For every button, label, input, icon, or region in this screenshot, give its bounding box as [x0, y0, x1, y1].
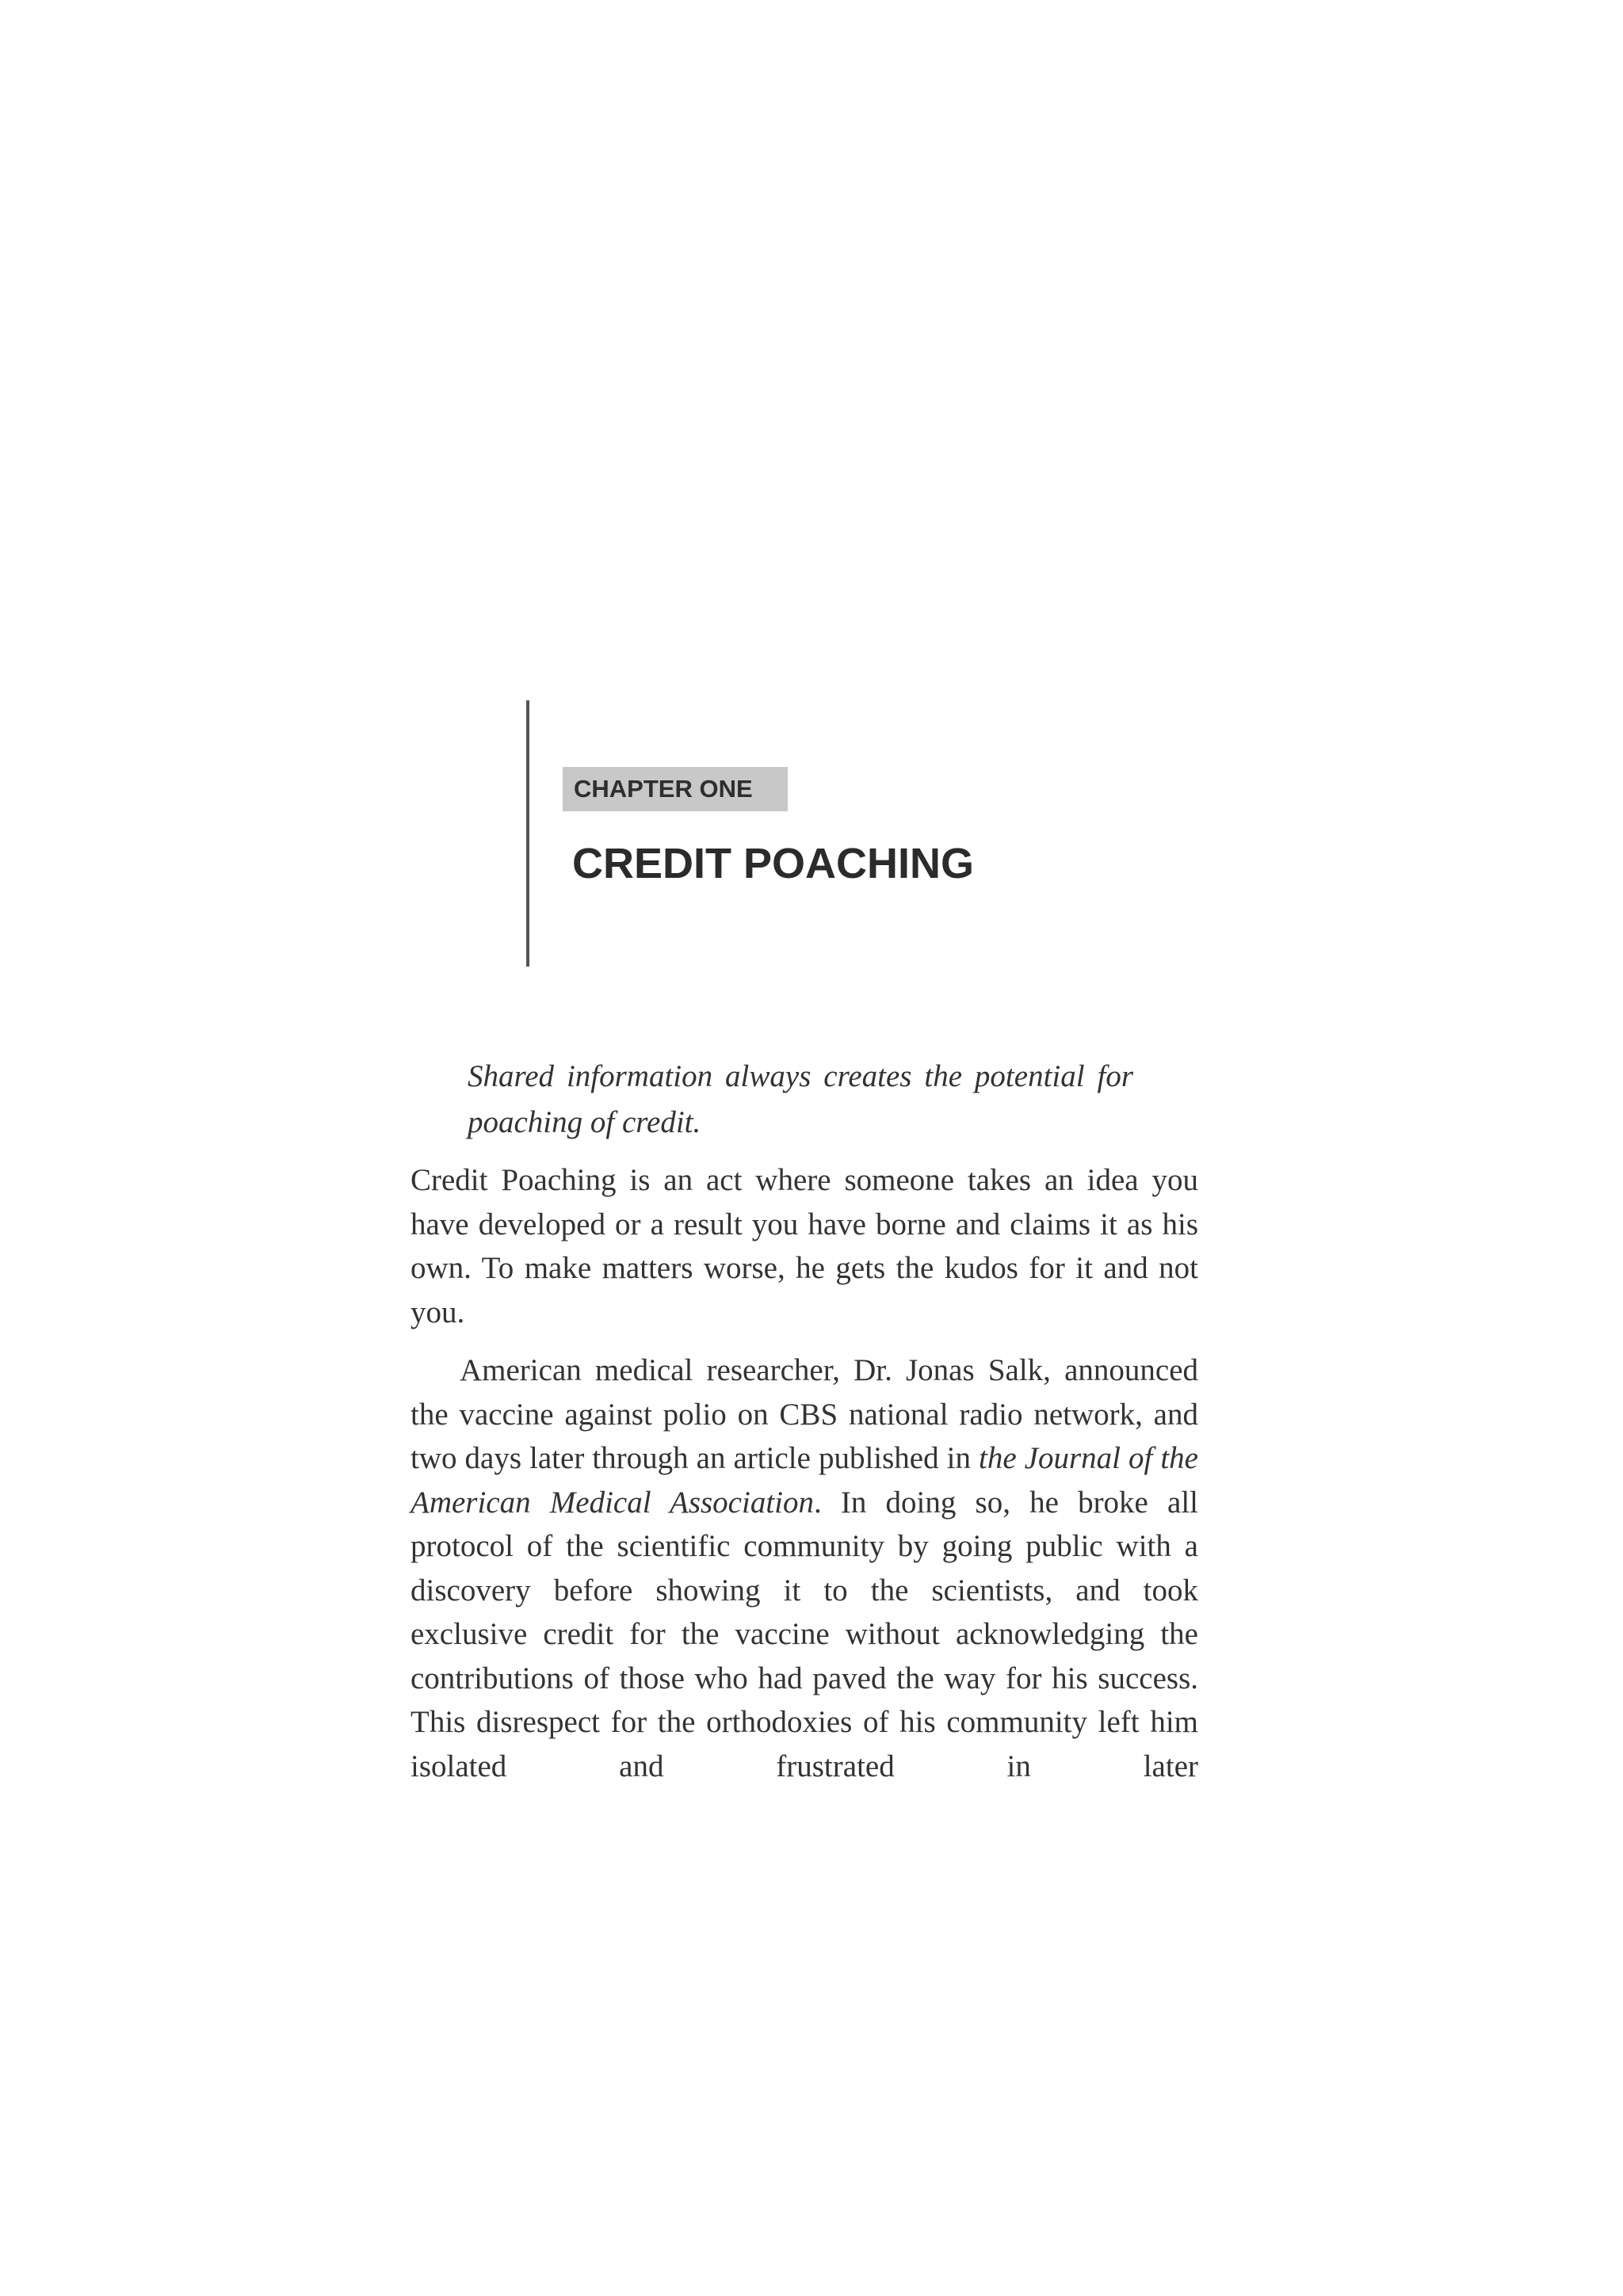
chapter-epigraph: Shared information always creates the potential for poaching of credit. — [468, 1059, 1133, 1139]
body-text-segment: . In doing so, he broke all protocol of the scientific community by going public with a discovery before showing it to the scientists, and took exclusive credit for the vaccine without acknowledging the contributions of those who had paved the way for his success. This disrespect for the orthodoxies of his community left him isolated and frustrated in later — [411, 1485, 1199, 1783]
body-text-segment: American medical researcher, Dr. Jonas Salk, announced the vaccine against polio on CBS national radio network, and two days later through an article published in — [411, 1353, 1198, 1475]
body-paragraph: Credit Poaching is an act where someone takes an idea you have developed or a result you have borne and claims it as his own. To make matters worse, he gets the kudos for it and not you. — [411, 1163, 1198, 1329]
chapter-label: CHAPTER ONE — [563, 767, 788, 811]
journal-title: the Journal of the American Medical Association — [411, 1441, 1198, 1520]
body-paragraph — [411, 1348, 1198, 1788]
chapter-body — [411, 1158, 1198, 1788]
chapter-divider-line — [526, 700, 529, 967]
chapter-title: CREDIT POACHING — [572, 840, 975, 887]
